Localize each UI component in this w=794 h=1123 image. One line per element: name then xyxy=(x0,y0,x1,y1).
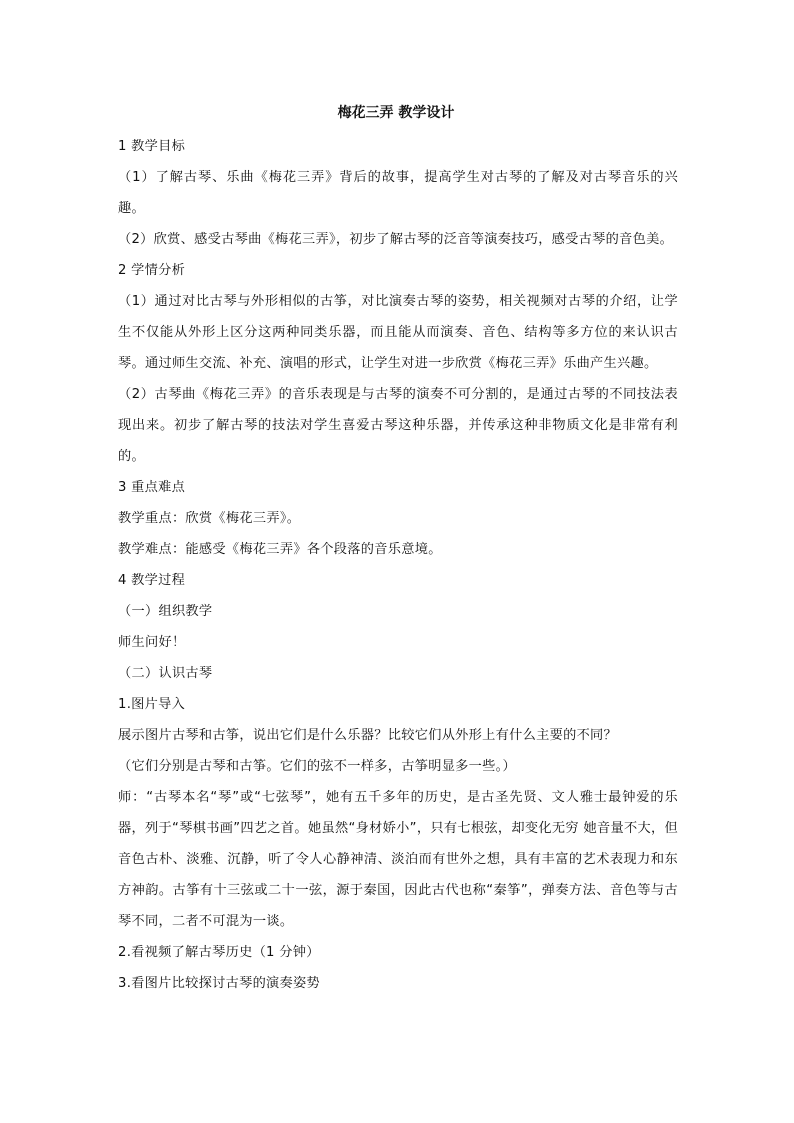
process-picture-answer: （它们分别是古琴和古筝。它们的弦不一样多，古筝明显多一些。） xyxy=(118,759,517,774)
section-heading-goals: 1 教学目标 xyxy=(118,139,186,154)
difficult-point-text: 教学难点：能感受《梅花三弄》各个段落的音乐意境。 xyxy=(118,542,442,557)
section-heading-key-points: 3 重点难点 xyxy=(118,480,186,495)
process-picture-question: 展示图片古琴和古筝，说出它们是什么乐器？比较它们从外形上有什么主要的不同？ xyxy=(118,728,618,743)
key-point-text: 教学重点：欣赏《梅花三弄》。 xyxy=(118,511,301,526)
process-step-know-guqin: （二）认识古琴 xyxy=(118,666,213,681)
process-sub-video: 2.看视频了解古琴历史（1 分钟） xyxy=(118,945,320,960)
section-heading-analysis: 2 学情分析 xyxy=(118,263,186,278)
section-heading-process: 4 教学过程 xyxy=(118,573,186,588)
document-title: 梅花三弄 教学设计 xyxy=(337,105,455,121)
teacher-explanation: 师：“古琴本名“琴”或“七弦琴”，她有五千多年的历史，是古圣先贤、文人雅士最钟爱的乐器，列于“琴棋书画”四艺之首。她虽然“身材娇小”，只有七根弦，却变化无穷 她音量不大，但音色古朴、淡雅、沉静，听了令人心静神清、淡泊而有世外之想，具有丰富的艺术表现力和东方神韵。古筝有十三弦或二十一弦，源于秦国，因此古代也称“秦筝”，弹奏方法、音色等与古琴不同，二者不可混为一谈。 xyxy=(118,790,678,929)
document-body xyxy=(118,101,678,999)
process-step-organize: （一）组织教学 xyxy=(118,604,213,619)
goal-paragraph-2: （2）欣赏、感受古琴曲《梅花三弄》，初步了解古琴的泛音等演奏技巧，感受古琴的音色美。 xyxy=(118,232,674,247)
process-sub-picture-intro: 1.图片导入 xyxy=(118,697,186,712)
analysis-paragraph-2: （2）古琴曲《梅花三弄》的音乐表现是与古琴的演奏不可分割的，是通过古琴的不同技法表现出来。初步了解古琴的技法对学生喜爱古琴这种乐器，并传承这种非物质文化是非常有利的。 xyxy=(118,387,678,464)
analysis-paragraph-1: （1）通过对比古琴与外形相似的古筝，对比演奏古琴的姿势，相关视频对古琴的介绍，让学生不仅能从外形上区分这两种同类乐器，而且能从而演奏、音色、结构等多方位的来认识古琴。通过师生交流、补充、演唱的形式，让学生对进一步欣赏《梅花三弄》乐曲产生兴趣。 xyxy=(118,294,678,371)
goal-paragraph-1: （1）了解古琴、乐曲《梅花三弄》背后的故事，提高学生对古琴的了解及对古琴音乐的兴趣。 xyxy=(118,170,678,216)
process-greeting: 师生问好！ xyxy=(118,635,186,650)
process-sub-posture: 3.看图片比较探讨古琴的演奏姿势 xyxy=(118,976,321,991)
